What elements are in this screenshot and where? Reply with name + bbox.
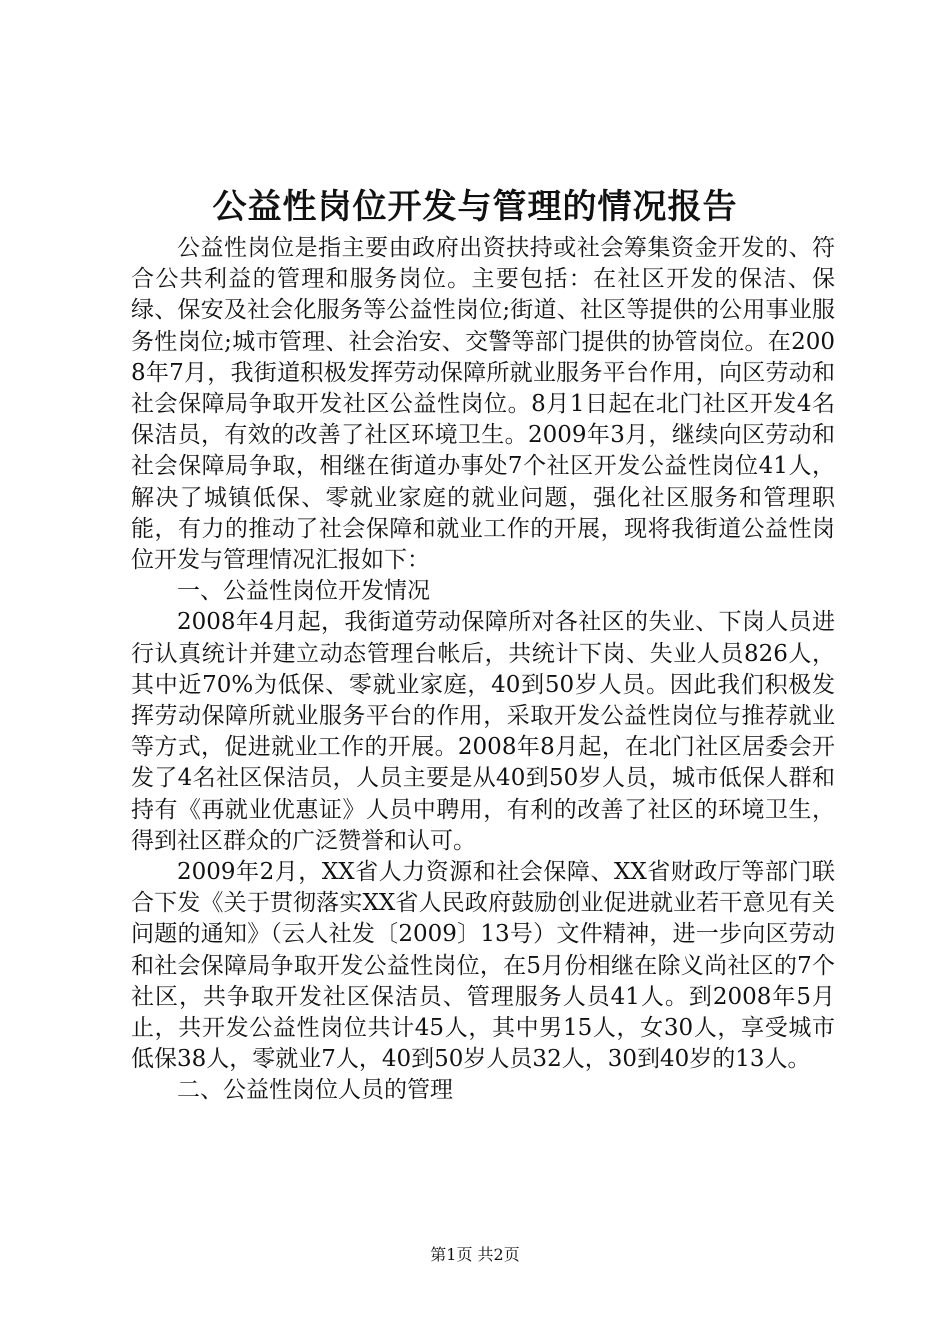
section-heading-development: 一、公益性岗位开发情况 [177,578,430,605]
paragraph-2009: 2009年2月，XX省人力资源和社会保障、XX省财政厅等部门联合下发《关于贯彻落实XX省人民政府鼓励创业促进就业若干意见有关问题的通知》（云人社发〔2009〕13号）文件精神，进一步向区劳动和社会保障局争取开发公益性岗位，在5月份相继在除义尚社区的7个社区，共争取开发社区保洁员、管理服务人员41人。到2008年5月止，共开发公益性岗位共计45人，其中男15人，女30人，享受城市低保38人，零就业7人，40到50岁人员32人，30到40岁的13人。 [131,859,835,1073]
page-title: 公益性岗位开发与管理的情况报告 [212,187,738,227]
paragraph-intro: 公益性岗位是指主要由政府出资扶持或社会筹集资金开发的、符合公共利益的管理和服务岗位。主要包括：在社区开发的保洁、保绿、保安及社会化服务等公益性岗位;街道、社区等提供的公用事业服务性岗位;城市管理、社会治安、交警等部门提供的协管岗位。在2008年7月，我街道积极发挥劳动保障所就业服务平台作用，向区劳动和社会保障局争取开发社区公益性岗位。8月1日起在北门社区开发4名保洁员，有效的改善了社区环境卫生。2009年3月，继续向区劳动和社会保障局争取，相继在街道办事处7个社区开发公益性岗位41人，解决了城镇低保、零就业家庭的就业问题，强化社区服务和管理职能，有力的推动了社会保障和就业工作的开展，现将我街道公益性岗位开发与管理情况汇报如下： [131,235,835,574]
paragraph-2008: 2008年4月起，我街道劳动保障所对各社区的失业、下岗人员进行认真统计并建立动态管理台帐后，共统计下岗、失业人员826人，其中近70%为低保、零就业家庭，40到50岁人员。因此我们积极发挥劳动保障所就业服务平台的作用，采取开发公益性岗位与推荐就业等方式，促进就业工作的开展。2008年8月起，在北门社区居委会开发了4名社区保洁员，人员主要是从40到50岁人员，城市低保人群和持有《再就业优惠证》人员中聘用，有利的改善了社区的环境卫生，得到社区群众的广泛赞誉和认可。 [131,609,835,854]
document-body [131,233,835,1107]
section-heading-management: 二、公益性岗位人员的管理 [177,1077,453,1104]
page-number-footer: 第1页 共2页 [430,1245,520,1264]
